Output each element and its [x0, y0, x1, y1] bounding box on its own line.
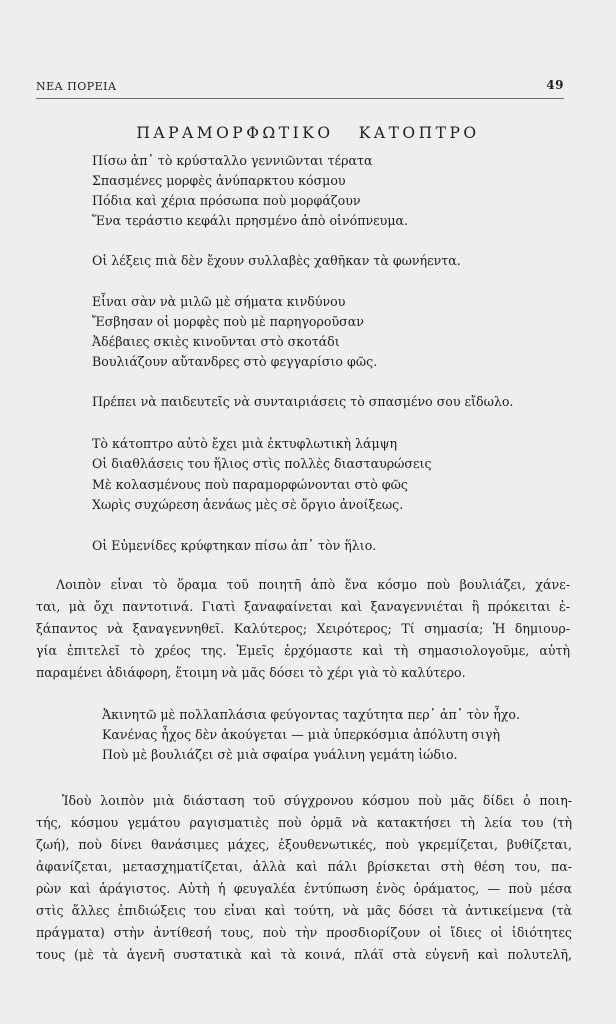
paragraph-line: τους (μὲ τὰ ἀγενῆ συστατικὰ καὶ τὰ κοινά, πλάϊ στὰ εὐγενῆ καὶ πολυτελῆ, — [36, 947, 572, 962]
poem-line: Ἀδέβαιες σκιὲς κινοῦνται στὸ σκοτάδι — [92, 334, 340, 349]
poem-line: Πρέπει νὰ παιδευτεῖς νὰ συνταιριάσεις τὸ σπασμένο σου εἴδωλο. — [92, 394, 514, 409]
paragraph-line: ζωή), ποὺ δίνει θανάσιμες μάχες, ἐξουθενωτικές, ποὺ γκρεμίζεται, βυθίζεται, — [36, 837, 572, 852]
journal-name: ΝΕΑ ΠΟΡΕΙΑ — [36, 80, 117, 93]
poem-line: Σπασμένες μορφὲς ἀνύπαρκτου κόσμου — [92, 173, 346, 188]
poem-line: Οἱ Εὐμενίδες κρύφτηκαν πίσω ἀπ᾿ τὸν ἥλιο. — [92, 538, 377, 553]
quote-line: Ποὺ μὲ βουλιάζει σὲ μιὰ σφαίρα γυάλινη γεμάτη ἰώδιο. — [102, 747, 458, 762]
poem-line: Πόδια καὶ χέρια πρόσωπα ποὺ μορφάζουν — [92, 193, 361, 208]
paragraph-line: ἀφανίζεται, μετασχηματίζεται, ἀλλὰ καὶ πάλι βρίσκεται στὴ θέση του, πα- — [36, 859, 572, 874]
poem-line: Οἱ διαθλάσεις του ἥλιος στὶς πολλὲς διασταυρώσεις — [92, 456, 432, 471]
paragraph-line: πράγματα) στὴν ἀντίθεσή τους, ποὺ τὴν προσδιορίζουν οἱ ἴδιες οἱ ἰδιότητες — [36, 925, 572, 940]
poem-line: Τὸ κάτοπτρο αὐτὸ ἔχει μιὰ ἐκτυφλωτικὴ λάμψη — [92, 436, 398, 451]
poem-line: Μὲ κολασμένους ποὺ παραμορφώνονται στὸ φῶς — [92, 477, 408, 492]
paragraph-line: ξάπαντος νὰ ξαναγεννηθεῖ. Καλύτερος; Χειρότερος; Τί σημασία; Ἡ δημιουρ- — [36, 621, 570, 636]
paragraph-line: ται, μὰ ὄχι παντοτινά. Γιατὶ ξαναφαίνεται καὶ ξαναγεννιέται ἢ πρόκειται ἐ- — [36, 599, 570, 614]
poem-line: Ἔσβησαν οἱ μορφὲς ποὺ μὲ παρηγοροῦσαν — [92, 314, 364, 329]
quote-line: Ἀκινητῶ μὲ πολλαπλάσια φεύγοντας ταχύτητα περ᾿ ἀπ᾿ τὸν ἦχο. — [102, 707, 521, 722]
paragraph-line: γία ἐπιτελεῖ τὸ χρέος της. Ἐμεῖς ἐρχόμαστε καὶ τὴ σημασιολογοῦμε, αὐτὴ — [36, 643, 570, 658]
paragraph-line: ρὼν καὶ ἀράγιστος. Αὐτὴ ἡ φευγαλέα ἐντύπωση ἑνὸς ὁράματος, — ποὺ μέσα — [36, 881, 572, 896]
poem-line: Πίσω ἀπ᾿ τὸ κρύσταλλο γεννιῶνται τέρατα — [92, 153, 373, 168]
poem-line: Βουλιάζουν αὔτανδρες στὸ φεγγαρίσιο φῶς. — [92, 354, 378, 369]
paragraph-line: τής, κόσμου γεμάτου ραγισματιὲς ποὺ ὁρμᾶ νὰ κατακτήσει τὴ λεία του (τὴ — [36, 815, 572, 830]
paragraph-line: Λοιπὸν εἶναι τὸ ὅραμα τοῦ ποιητῆ ἀπὸ ἕνα κόσμο ποὺ βουλιάζει, χάνε- — [56, 577, 570, 592]
poem-line: Χωρὶς συχώρεση ἀενάως μὲς σὲ ὄργιο ἀνοίξεως. — [92, 497, 404, 512]
poem-title: ΠΑΡΑΜΟΡΦΩΤΙΚΟ ΚΑΤΟΠΤΡΟ — [136, 124, 480, 142]
running-header — [36, 78, 564, 99]
poem-line: Εἶναι σὰν νὰ μιλῶ μὲ σήματα κινδύνου — [92, 294, 346, 309]
quote-line: Κανένας ἦχος δὲν ἀκούγεται — μιὰ ὑπερκόσμια ἀπόλυτη σιγὴ — [102, 727, 501, 742]
paragraph-line: στὶς ἄλλες ἐπιδιώξεις του εἶναι καὶ τούτη, νὰ μᾶς δόσει τὰ ἀντικείμενα (τὰ — [36, 903, 572, 918]
paragraph-line: Ἰδοὺ λοιπὸν μιὰ διάσταση τοῦ σύγχρονου κόσμου ποὺ μᾶς δίδει ὁ ποιη- — [62, 793, 572, 808]
paragraph-line: παραμένει ἀδιάφορη, ἕτοιμη νὰ μᾶς δόσει τὸ χέρι γιὰ τὸ καλύτερο. — [36, 665, 466, 680]
poem-line: Ἕνα τεράστιο κεφάλι πρησμένο ἀπὸ οἰνόπνευμα. — [92, 213, 409, 228]
poem-line: Οἱ λέξεις πιὰ δὲν ἔχουν συλλαβὲς χαθῆκαν τὰ φωνήεντα. — [92, 253, 461, 268]
page-number: 49 — [546, 78, 564, 92]
